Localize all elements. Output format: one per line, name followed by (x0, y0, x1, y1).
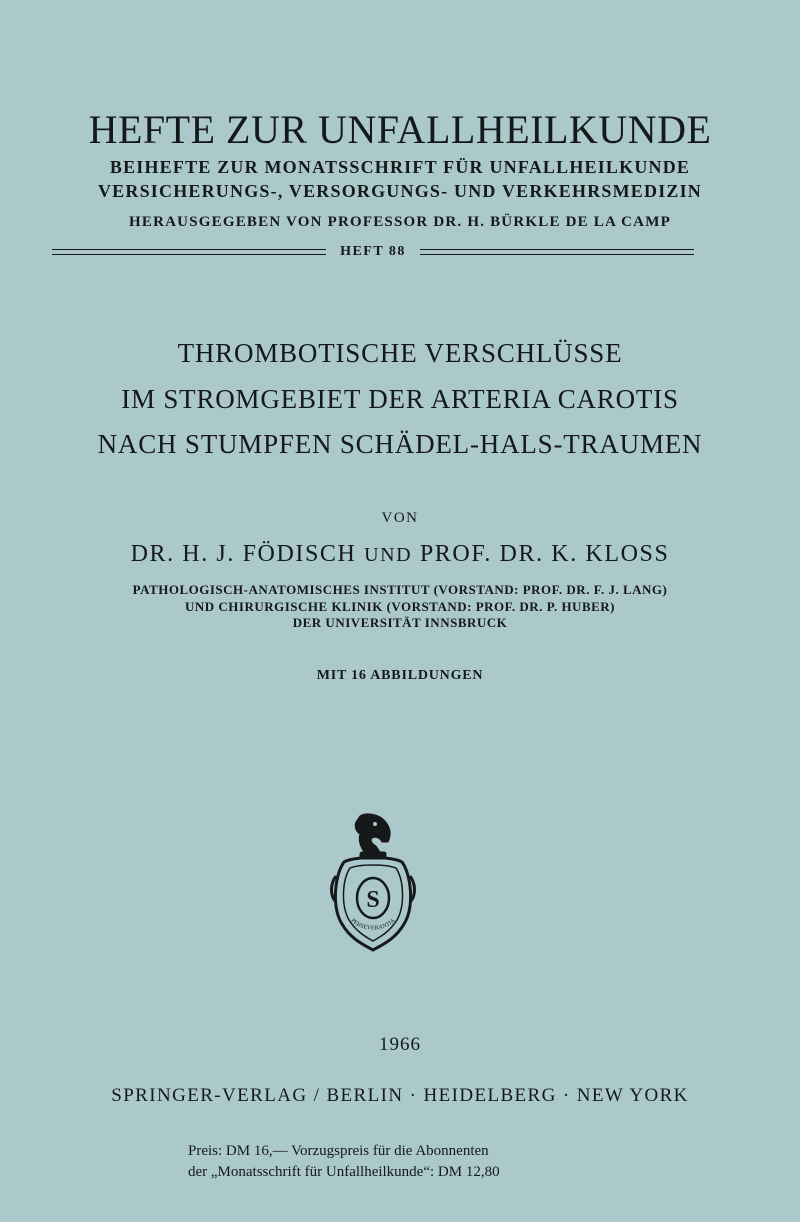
springer-horse-emblem-icon (330, 812, 416, 954)
svg-text:S: S (366, 887, 380, 913)
publisher-line: SPRINGER-VERLAG / BERLIN · HEIDELBERG · NEW YORK (111, 1085, 689, 1106)
issue-row (52, 241, 694, 263)
price-note (188, 1141, 500, 1183)
price-line1: Preis: DM 16,— Vorzugspreis für die Abonnenten (188, 1143, 489, 1159)
book-title-line3: NACH STUMPFEN SCHÄDEL-HALS-TRAUMEN (97, 429, 703, 459)
svg-text:PERSEVERANTIA: PERSEVERANTIA (349, 917, 397, 932)
series-subtitle-line2: VERSICHERUNGS-, VERSORGUNGS- UND VERKEHRSMEDIZIN (97, 181, 703, 201)
series-title: HEFTE ZUR UNFALLHEILKUNDE (88, 107, 712, 152)
book-title-line2: IM STROMGEBIET DER ARTERIA CAROTIS (121, 384, 679, 414)
institution-line1: PATHOLOGISCH-ANATOMISCHES INSTITUT (VORSTAND: PROF. DR. F. J. LANG) (132, 582, 668, 597)
author-conjunction: UND (364, 544, 413, 566)
institution-line3: DER UNIVERSITÄT INNSBRUCK (292, 615, 508, 630)
book-title-line1: THROMBOTISCHE VERSCHLÜSSE (177, 338, 623, 368)
authors (0, 541, 800, 568)
double-rule-right (420, 249, 694, 255)
series-subtitle-line1: BEIHEFTE ZUR MONATSSCHRIFT FÜR UNFALLHEILKUNDE (109, 157, 691, 177)
double-rule-left (52, 249, 326, 255)
series-editor: HERAUSGEGEBEN VON PROFESSOR DR. H. BÜRKLE DE LA CAMP (129, 214, 671, 230)
figures-note: MIT 16 ABBILDUNGEN (316, 668, 484, 683)
price-line2: der „Monatsschrift für Unfallheilkunde“: DM 12,80 (188, 1164, 500, 1180)
issue-number: HEFT 88 (340, 244, 406, 259)
publication-year: 1966 (379, 1034, 421, 1055)
author-1: DR. H. J. FÖDISCH (130, 541, 357, 567)
by-label: VON (381, 510, 419, 526)
institution-line2: UND CHIRURGISCHE KLINIK (VORSTAND: PROF. DR. P. HUBER) (184, 599, 616, 614)
author-2: PROF. DR. K. KLOSS (419, 541, 670, 567)
